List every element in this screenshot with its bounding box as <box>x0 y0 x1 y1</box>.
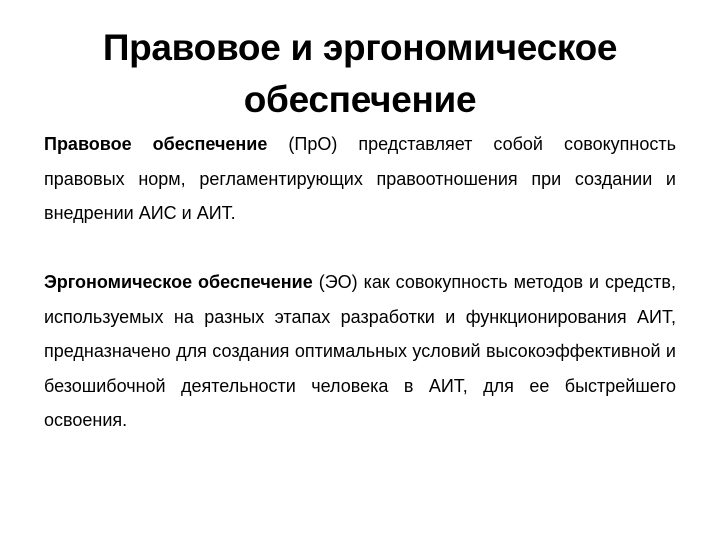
term-ergonomic-support: Эргономическое обеспечение <box>44 272 313 292</box>
definition-ergonomic-support: (ЭО) как совокупность методов и средств, используемых на разных этапах разработки и функционирования АИТ, предназначено для создания оптимальных условий высокоэффективной и безошибочной деятельности человека в АИТ, для ее быстрейшего освоения. <box>44 272 676 430</box>
slide-body <box>44 127 676 438</box>
term-legal-support: Правовое обеспечение <box>44 134 268 154</box>
definition-legal-support: (ПрО) представляет собой совокупность правовых норм, регламентирующих правоотношения при создании и внедрении АИС и АИТ. <box>44 134 676 223</box>
slide-title: Правовое и эргономическое обеспечение <box>102 27 618 120</box>
paragraph-ergonomic-support <box>44 265 676 438</box>
paragraph-legal-support <box>44 127 676 231</box>
